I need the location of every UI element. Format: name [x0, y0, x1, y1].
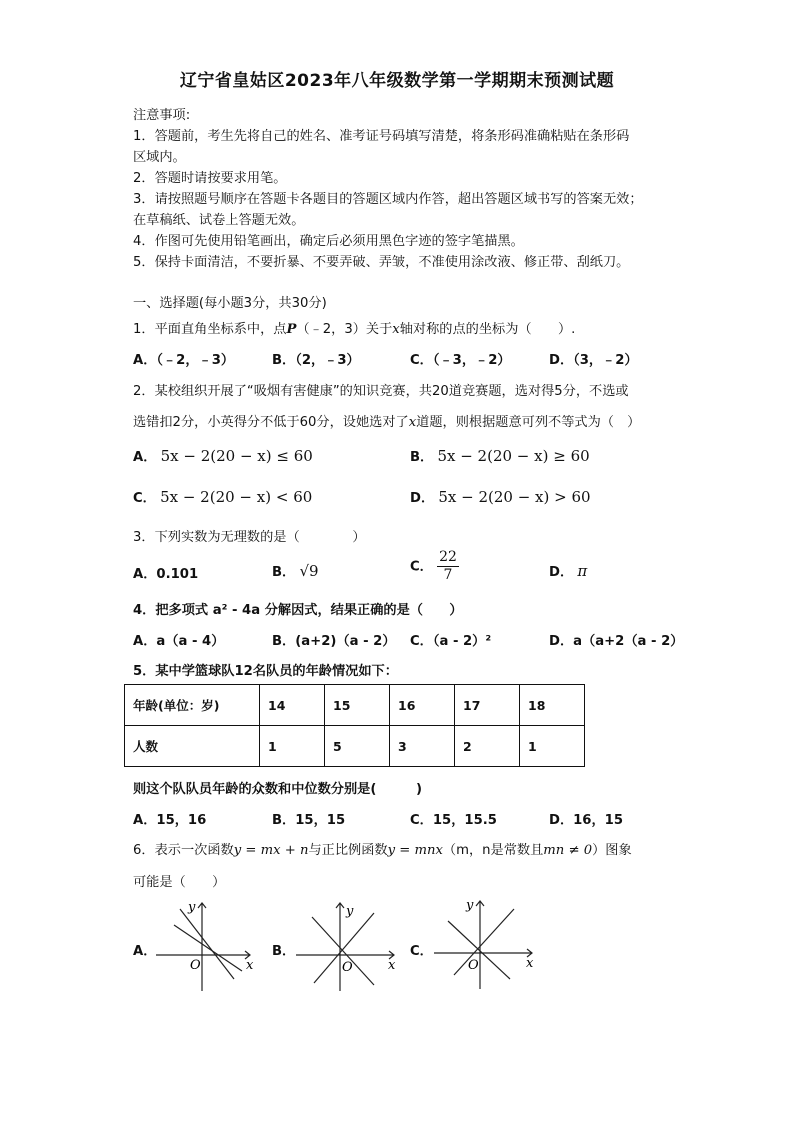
notice-line: 3．请按照题号顺序在答题卡各题目的答题区域内作答，超出答题区域书写的答案无效； — [133, 192, 643, 207]
x-axis-label: x — [246, 958, 254, 973]
q2-option-d-label: D． — [410, 491, 435, 506]
section-heading: 一、选择题(每小题3分，共30分) — [133, 296, 327, 311]
fraction-denominator: 7 — [443, 567, 453, 583]
q1-option-d: D．（3，﹣2） — [549, 353, 638, 368]
q3-option-a-value: 0.101 — [156, 567, 199, 582]
q2-text-b: 道题，则根据题意可列不等式为（ ） — [416, 415, 641, 430]
question-1 — [133, 318, 575, 337]
q3-option-c-label: C． — [410, 559, 433, 575]
q5-option-d: D．16，15 — [549, 813, 624, 828]
q6-function-1: y = mx + n — [233, 843, 309, 858]
question-3: 3．下列实数为无理数的是（ ） — [133, 530, 366, 545]
notice-heading: 注意事项: — [133, 108, 191, 123]
q1-option-a: A．（﹣2，﹣3） — [133, 353, 235, 368]
table-cell: 1 — [520, 726, 585, 767]
q2-option-d-expr: 5x − 2(20 − x) > 60 — [438, 488, 591, 506]
q6-paren: （m，n是常数且 — [442, 843, 544, 858]
graph-line — [454, 909, 514, 975]
q6-option-a-label: A． — [133, 944, 157, 959]
table-cell: 14 — [260, 685, 325, 726]
graph-c — [428, 893, 540, 993]
question-5: 5．某中学篮球队12名队员的年龄情况如下： — [133, 664, 398, 679]
question-4: 4．把多项式 a² - 4a 分解因式，结果正确的是（ ） — [133, 603, 463, 618]
table-cell: 5 — [325, 726, 390, 767]
q2-option-b-expr: 5x − 2(20 − x) ≥ 60 — [437, 447, 590, 465]
q6-option-c-label: C． — [410, 944, 433, 959]
q3-option-b-value: √9 — [299, 562, 319, 580]
x-axis-label: x — [388, 958, 396, 973]
notice-line: 2．答题时请按要求用笔。 — [133, 171, 287, 186]
q6-pre: 6．表示一次函数 — [133, 843, 234, 858]
table-cell: 17 — [455, 685, 520, 726]
q3-fraction — [437, 549, 459, 584]
table-cell: 2 — [455, 726, 520, 767]
q1-point: P — [286, 322, 297, 337]
q2-var: x — [408, 415, 417, 430]
table-cell: 15 — [325, 685, 390, 726]
q6-function-2: y = mnx — [387, 843, 443, 858]
q5-option-b: B．15，15 — [272, 813, 346, 828]
q2-option-c-label: C． — [133, 491, 156, 506]
q1-option-b: B．（2，﹣3） — [272, 353, 360, 368]
q2-option-a-expr: 5x − 2(20 − x) ≤ 60 — [160, 447, 313, 465]
graph-b — [290, 895, 402, 995]
notice-line: 5．保持卡面清洁，不要折暴、不要弄破、弄皱，不准使用涂改液、修正带、刮纸刀。 — [133, 255, 630, 270]
table-header-cell: 年龄(单位：岁) — [125, 685, 260, 726]
question-2-line-2 — [133, 411, 640, 430]
q5-option-a: A．15，16 — [133, 813, 207, 828]
q3-option-c — [410, 549, 459, 584]
q1-coords: （﹣2，3）关于 — [296, 322, 393, 337]
q1-axis: x — [392, 322, 400, 337]
table-row — [125, 726, 585, 767]
age-table — [124, 684, 585, 767]
question-2-line-1: 2．某校组织开展了“吸烟有害健康”的知识竞赛，共20道竞赛题，选对得5分，不选或 — [133, 384, 629, 399]
table-cell: 3 — [390, 726, 455, 767]
q2-option-b — [410, 446, 590, 465]
table-header-cell: 人数 — [125, 726, 260, 767]
q6-condition: mn ≠ 0 — [543, 843, 593, 858]
notice-line: 1．答题前，考生先将自己的姓名、准考证号码填写清楚，将条形码准确粘贴在条形码 — [133, 129, 630, 144]
q6-post: ）图象 — [592, 843, 632, 858]
origin-label: O — [190, 958, 201, 973]
y-axis-label: y — [466, 898, 474, 913]
q3-option-a-label: A． — [133, 567, 157, 582]
y-axis-label: y — [346, 904, 354, 919]
q6-option-b-label: B． — [272, 944, 296, 959]
graph-a — [150, 895, 262, 995]
table-row — [125, 685, 585, 726]
notice-line: 在草稿纸、试卷上答题无效。 — [133, 213, 305, 228]
table-cell: 1 — [260, 726, 325, 767]
graph-line — [174, 925, 242, 971]
q4-option-d: D．a（a+2（a - 2） — [549, 634, 684, 649]
q2-option-c — [133, 487, 312, 506]
fraction-numerator: 22 — [439, 549, 457, 565]
origin-label: O — [342, 960, 353, 975]
question-6 — [133, 839, 632, 858]
table-cell: 16 — [390, 685, 455, 726]
notice-line: 区域内。 — [133, 150, 186, 165]
q2-text-a: 选错扣2分，小英得分不低于60分，设她选对了 — [133, 415, 409, 430]
graph-line — [448, 921, 510, 979]
q5-option-c: C．15，15.5 — [410, 813, 497, 828]
page-title: 辽宁省皇姑区2023年八年级数学第一学期期末预测试题 — [179, 71, 615, 91]
q3-option-a — [133, 563, 198, 582]
q2-option-b-label: B． — [410, 450, 434, 465]
q6-mid: 与正比例函数 — [308, 843, 388, 858]
question-5-prompt: 则这个队队员年龄的众数和中位数分别是( ) — [133, 782, 422, 797]
q4-option-b: B．(a+2)（a - 2） — [272, 634, 396, 649]
q1-pre: 1．平面直角坐标系中，点 — [133, 322, 287, 337]
table-cell: 18 — [520, 685, 585, 726]
q3-option-d — [549, 561, 587, 580]
q3-option-b-label: B． — [272, 565, 296, 580]
q1-option-c: C．（﹣3，﹣2） — [410, 353, 511, 368]
q2-option-d — [410, 487, 591, 506]
origin-label: O — [468, 958, 479, 973]
graph-line — [180, 909, 234, 979]
q2-option-a-label: A． — [133, 450, 157, 465]
y-axis-label: y — [188, 900, 196, 915]
notice-line: 4．作图可先使用铅笔画出，确定后必须用黑色字迹的签字笔描黑。 — [133, 234, 524, 249]
q3-option-d-label: D． — [549, 565, 574, 580]
x-axis-label: x — [526, 956, 534, 971]
q3-option-d-value: π — [577, 562, 588, 580]
q1-post: 轴对称的点的坐标为（ ）. — [399, 322, 576, 337]
q3-option-b — [272, 561, 319, 580]
q2-option-a — [133, 446, 313, 465]
q4-option-a: A．a（a - 4） — [133, 634, 225, 649]
question-6-line-2: 可能是（ ） — [133, 875, 226, 890]
q4-option-c: C．（a - 2）² — [410, 634, 492, 649]
q2-option-c-expr: 5x − 2(20 − x) < 60 — [160, 488, 313, 506]
